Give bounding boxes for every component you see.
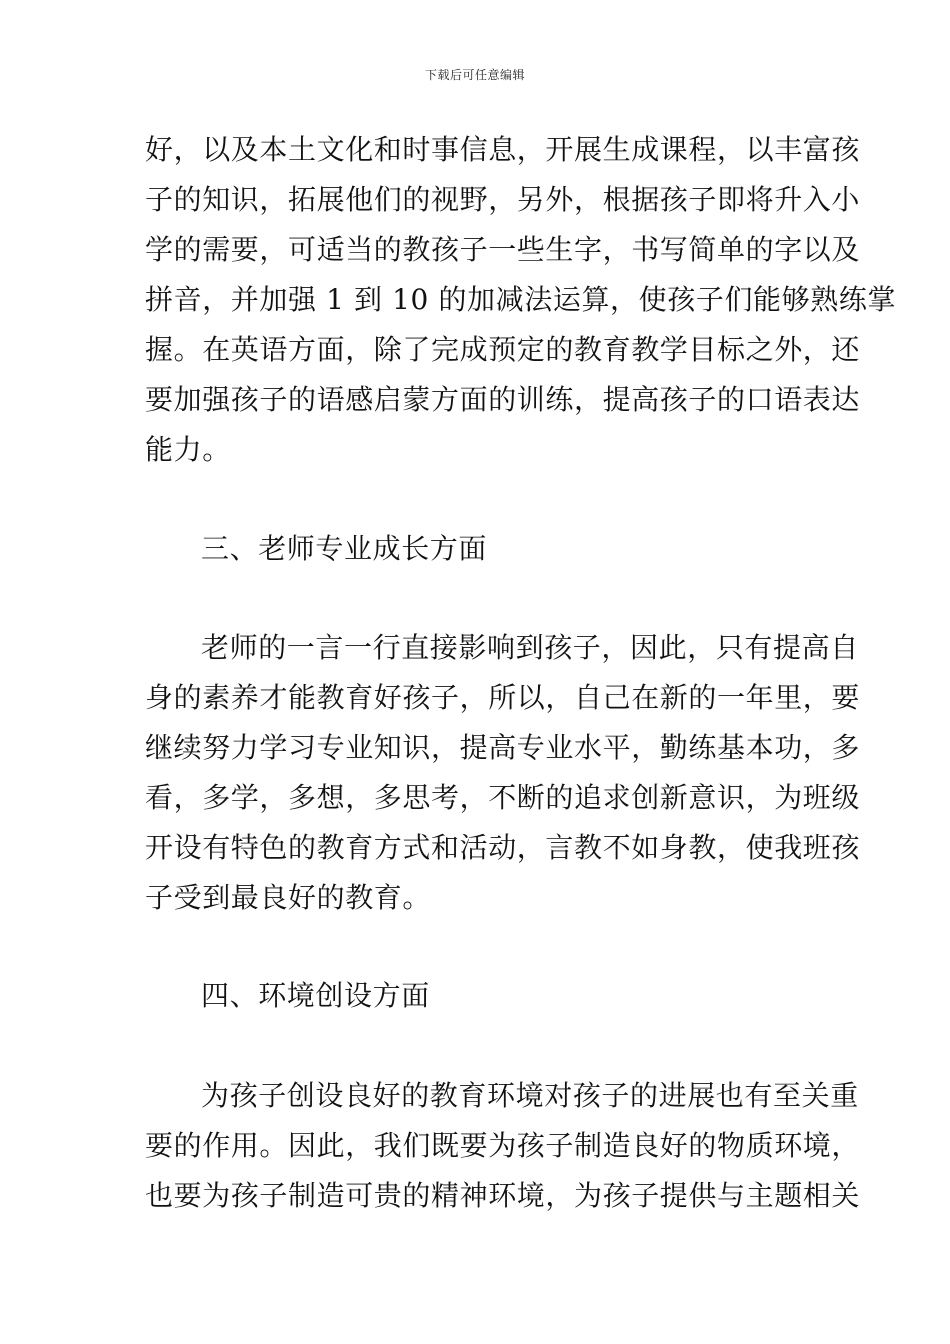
paragraph-line: 子的知识，拓展他们的视野，另外，根据孩子即将升入小 xyxy=(145,183,861,216)
paragraph-line: 开设有特色的教育方式和活动，言教不如身教，使我班孩 xyxy=(145,831,861,864)
section-heading-3: 三、老师专业成长方面 xyxy=(201,532,488,565)
paragraph-line: 继续努力学习专业知识，提高专业水平，勤练基本功，多 xyxy=(145,731,861,764)
paragraph-line: 要的作用。因此，我们既要为孩子制造良好的物质环境， xyxy=(145,1129,861,1162)
paragraph-line: 身的素养才能教育好孩子，所以，自己在新的一年里，要 xyxy=(145,681,861,714)
paragraph-line: 为孩子创设良好的教育环境对孩子的进展也有至关重 xyxy=(201,1079,859,1112)
paragraph-line: 能力。 xyxy=(145,433,231,466)
paragraph-line: 好，以及本土文化和时事信息，开展生成课程，以丰富孩 xyxy=(145,133,861,166)
paragraph-line: 子受到最良好的教育。 xyxy=(145,881,432,914)
paragraph-line: 拼音，并加强 1 到 10 的加减法运算，使孩子们能够熟练掌 xyxy=(145,283,897,316)
paragraph-line: 看，多学，多想，多思考，不断的追求创新意识，为班级 xyxy=(145,781,861,814)
page-header: 下载后可任意编辑 xyxy=(424,68,525,82)
section-heading-4: 四、环境创设方面 xyxy=(201,979,430,1012)
paragraph-line: 握。在英语方面，除了完成预定的教育教学目标之外，还 xyxy=(145,333,861,366)
paragraph-line: 学的需要，可适当的教孩子一些生字，书写简单的字以及 xyxy=(145,233,861,266)
paragraph-line: 要加强孩子的语感启蒙方面的训练，提高孩子的口语表达 xyxy=(145,383,861,416)
paragraph-line: 也要为孩子制造可贵的精神环境，为孩子提供与主题相关 xyxy=(145,1179,861,1212)
paragraph-line: 老师的一言一行直接影响到孩子，因此，只有提高自 xyxy=(201,631,859,664)
